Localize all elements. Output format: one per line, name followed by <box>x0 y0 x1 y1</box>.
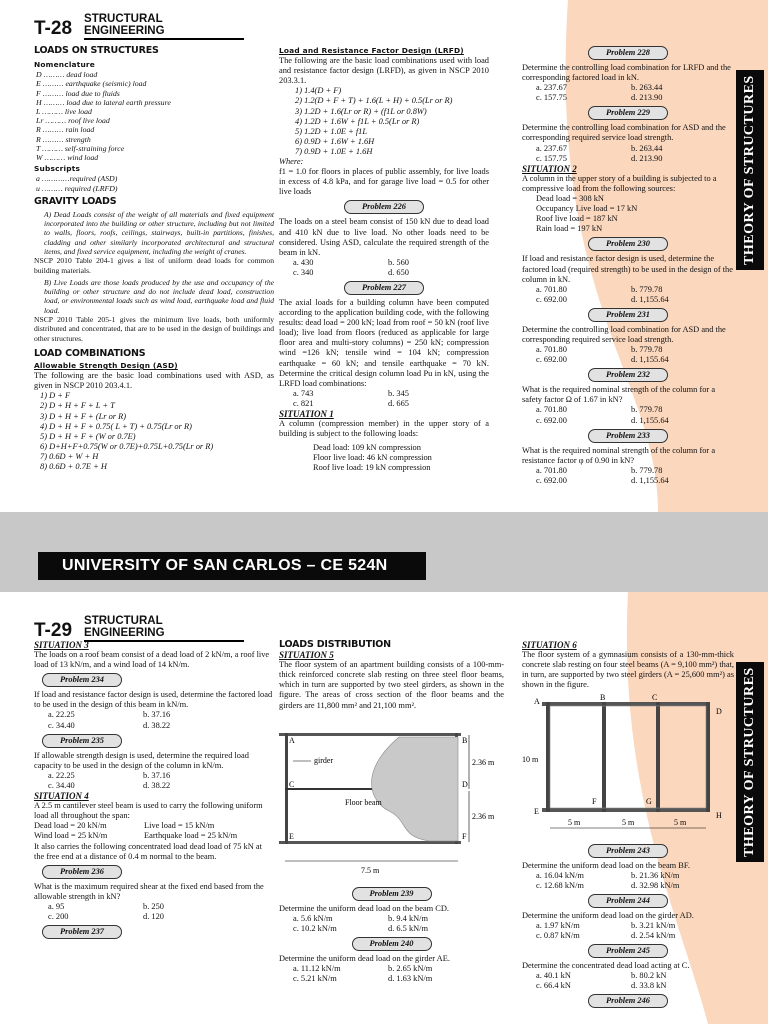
option: c. 5.21 kN/m <box>293 974 337 984</box>
problem-245-options <box>536 971 734 991</box>
combos-heading: LOAD COMBINATIONS <box>34 347 146 359</box>
option: d. 665 <box>388 398 409 408</box>
option: b. 3.21 kN/m <box>631 920 676 930</box>
situation-4-text-2: It also carries the following concentrated load dead load of 75 kN at the free end at a distance of 0.4 m normal to the beam. <box>34 841 262 861</box>
option: c. 692.00 <box>536 415 567 425</box>
column-1 <box>34 46 274 472</box>
option: c. 200 <box>48 911 69 921</box>
problem-236-options <box>48 902 274 922</box>
dead-loads-note: NSCP 2010 Table 204-1 gives a list of uniform dead loads for common building materials. <box>34 256 274 275</box>
problem-228-badge: Problem 228 <box>588 46 668 60</box>
problem-243-options <box>536 871 734 891</box>
option: a. 40.1 kN <box>536 971 571 981</box>
option: a. 5.6 kN/m <box>293 913 333 923</box>
option: b. 9.4 kN/m <box>388 913 429 923</box>
lrfd-combo: 7) 0.9D + 1.0E + 1.6H <box>295 146 373 156</box>
beam-ae <box>546 702 550 812</box>
problem-232-text: What is the required nominal strength of the column for a safety factor Ω of 1.67 in kN? <box>522 385 716 405</box>
lrfd-combo: 6) 0.9D + 1.6W + 1.6H <box>295 136 375 146</box>
beam-cg <box>656 702 660 812</box>
problem-239-options <box>293 914 504 934</box>
load-item: Live load = 15 kN/m <box>144 821 215 831</box>
problem-244-badge: Problem 244 <box>588 894 668 908</box>
problem-235-badge: Problem 235 <box>42 734 122 748</box>
option: d. 1,155.64 <box>631 294 669 304</box>
nomenclature-item: D ……… dead load <box>36 70 98 80</box>
problem-231-badge: Problem 231 <box>588 308 668 322</box>
situation-5-title: SITUATION 5 <box>279 650 334 661</box>
girder-top <box>279 733 461 736</box>
problem-239-text: Determine the uniform dead load on the beam CD. <box>279 903 450 913</box>
problem-243-text: Determine the uniform dead load on the beam BF. <box>522 860 690 870</box>
nomenclature-title: Nomenclature <box>34 60 95 70</box>
asd-intro: The following are the basic load combinations used with ASD, as given in NSCP 2010 203.4.1. <box>34 371 274 391</box>
option: b. 779.78 <box>631 284 663 294</box>
option: d. 32.98 kN/m <box>631 880 680 890</box>
option: b. 779.78 <box>631 465 663 475</box>
problem-227-text: The axial loads for a building column have been computed according to the application building code, with the following results: dead load = 200 kN; load from roof = 50 kN (roof live load); live load from floors (reduced as applicable for large floor area and multi-story columns) = 250 kN; compression wind =126 kN; tensile wind = 104 kN; compression earthquake = 60 kN; and tensile earthquake = 70 kN. Determine the critical design column load Pu in kN, using the LRFD load combinations: <box>279 297 489 388</box>
option: b. 779.78 <box>631 345 663 355</box>
lrfd-combo: 3) 1.2D + 1.6(Lr or R) + (f1L or 0.8W) <box>295 106 427 116</box>
problem-229-badge: Problem 229 <box>588 106 668 120</box>
live-loads-text: B) Live Loads are those loads produced by the use and occupancy of the building or other structure and do not include dead load, construction load, or environmental loads such as wind load, earthquake load and fluid load. <box>44 277 274 315</box>
option: c. 692.00 <box>536 355 567 365</box>
nomenclature-item: E ……… earthquake (seismic) load <box>36 79 147 89</box>
option: a. 95 <box>48 901 65 911</box>
asd-combo: 1) D + F <box>40 391 71 401</box>
option: a. 430 <box>293 257 314 267</box>
label-s2: 5 m <box>622 818 635 828</box>
side-tab-theory: THEORY OF STRUCTURES <box>736 662 764 862</box>
load-item: Dead load = 20 kN/m <box>34 821 107 831</box>
problem-232-badge: Problem 232 <box>588 368 668 382</box>
option: c. 821 <box>293 398 314 408</box>
asd-combo: 4) D + H + F + 0.75( L + T) + 0.75(Lr or R) <box>40 421 192 431</box>
label-h: H <box>716 811 722 821</box>
situation-1-title: SITUATION 1 <box>279 409 334 419</box>
column-2 <box>279 640 504 984</box>
option: d. 6.5 kN/m <box>388 923 429 933</box>
label-span: 7.5 m <box>361 865 380 875</box>
asd-combinations <box>34 391 274 472</box>
load-item: Dead load: 109 kN compression <box>313 443 421 453</box>
live-loads-note: NSCP 2010 Table 205-1 gives the minimum live loads, both uniformly distributed and concentrated, that are to be used in the design of buildings and other structures. <box>34 315 274 343</box>
option: a. 22.25 <box>48 710 75 720</box>
load-item: Floor live load: 46 kN compression <box>313 453 432 463</box>
label-s1: 5 m <box>568 818 581 828</box>
asd-combo: 3) D + H + F + (Lr or R) <box>40 411 127 421</box>
label-a: A <box>289 735 295 745</box>
section-heading: LOADS DISTRIBUTION <box>279 639 391 650</box>
problem-226-badge: Problem 226 <box>344 200 424 214</box>
problem-246-badge: Problem 246 <box>588 994 668 1008</box>
figure-situation-6 <box>522 690 734 840</box>
column-2 <box>279 46 489 474</box>
problem-234-badge: Problem 234 <box>42 673 122 687</box>
problem-236-text: What is the maximum required shear at the fixed end based from the allowable strength in kN? <box>34 881 264 901</box>
girder-eh <box>542 808 710 812</box>
column-3 <box>522 640 734 1011</box>
option: a. 1.97 kN/m <box>536 920 580 930</box>
nomenclature-item: F ……… load due to fluids <box>36 88 120 98</box>
page-title: STRUCTURAL ENGINEERING <box>84 13 244 40</box>
option: b. 345 <box>388 388 409 398</box>
option: a. 237.67 <box>536 143 567 153</box>
label-s3: 5 m <box>674 818 687 828</box>
label-f: F <box>592 797 597 807</box>
problem-234-text: If load and resistance factor design is used, determine the factored load to be used in the design of this beam in kN/m. <box>34 690 273 710</box>
option: b. 560 <box>388 257 409 267</box>
gravity-heading: GRAVITY LOADS <box>34 195 117 207</box>
situation-1-loads <box>279 443 489 473</box>
problem-227-options <box>293 389 489 409</box>
option: a. 701.80 <box>536 284 567 294</box>
lrfd-intro: The following are the basic load combinations used with load and resistance factor design (LRFD), as given in NSCP 2010 203.3.1. <box>279 56 489 86</box>
situation-5-text: The floor system of an apartment building consists of a 100-mm-thick reinforced concrete slab resting on three steel floor beams, which in turn are supported by two steel girders, as shown in the figure. The areas of cross section of the floor beams and the girders are 11,800 mm² and 21,100 mm². <box>279 660 504 710</box>
option: d. 650 <box>388 267 409 277</box>
label-g: G <box>646 797 652 807</box>
load-item: Roof live load: 19 kN compression <box>313 463 431 473</box>
nomenclature-item: L ……… live load <box>36 107 92 116</box>
problem-240-text: Determine the uniform dead load on the girder AE. <box>279 954 450 964</box>
figure-situation-5 <box>279 711 504 881</box>
page-header <box>34 612 244 642</box>
lrfd-combo: 2) 1.2(D + F + T) + 1.6(L + H) + 0.5(Lr or R) <box>295 96 453 106</box>
subscript-item: a …………required (ASD) <box>36 174 118 184</box>
label-d: D <box>716 707 722 717</box>
option: d. 2.54 kN/m <box>631 931 676 941</box>
option: d. 1,155.64 <box>631 415 669 425</box>
label-a: A <box>534 697 540 707</box>
column-3 <box>522 46 734 486</box>
problem-231-text: Determine the controlling load combination for ASD and the corresponding required service load strength. <box>522 324 726 344</box>
problem-244-options <box>536 921 734 941</box>
problem-228-options <box>536 83 734 103</box>
option: d. 33.8 kN <box>631 981 667 991</box>
situation-4-title: SITUATION 4 <box>34 791 89 802</box>
option: c. 66.4 kN <box>536 981 571 991</box>
problem-236-badge: Problem 236 <box>42 865 122 879</box>
option: c. 340 <box>293 267 314 277</box>
option: c. 157.75 <box>536 153 567 163</box>
dead-loads-text: A) Dead Loads consist of the weight of all materials and fixed equipment incorporated into the building or other structure, including but not limited to walls, floors, roofs, ceilings, stairways, built-in partitions, finishes, cladding and other similarly incorporated architectural and structural items, and fixed service equipment, including the weight of cranes. <box>44 209 274 256</box>
option: b. 250 <box>143 901 164 911</box>
problem-230-text: If load and resistance factor design is used, determine the factored load (required strength) to be used in the design of the column in kN. <box>522 254 733 284</box>
label-girder: girder <box>314 755 334 765</box>
option: d. 1.63 kN/m <box>388 974 433 984</box>
asd-title: Allowable Strength Design (ASD) <box>34 361 178 371</box>
label-floor-beam: Floor beam <box>345 797 382 807</box>
problem-244-text: Determine the uniform dead load on the girder AD. <box>522 910 694 920</box>
lrfd-combo: 1) 1.4(D + F) <box>295 86 342 96</box>
nomenclature-item: R ……… rain load <box>36 125 95 135</box>
problem-245-badge: Problem 245 <box>588 944 668 958</box>
problem-234-options <box>48 710 274 730</box>
option: b. 37.16 <box>143 710 171 720</box>
label-c: C <box>652 693 658 703</box>
nomenclature-list <box>34 70 274 162</box>
situation-6-title: SITUATION 6 <box>522 640 577 650</box>
problem-233-options <box>536 466 734 486</box>
option: c. 34.40 <box>48 720 75 730</box>
lrfd-title: Load and Resistance Factor Design (LRFD) <box>279 46 464 55</box>
problem-230-options <box>536 285 734 305</box>
option: a. 701.80 <box>536 345 567 355</box>
option: b. 263.44 <box>631 83 663 93</box>
asd-combo: 2) D + H + F + L + T <box>40 401 115 411</box>
lrfd-combo: 4) 1.2D + 1.6W + f1L + 0.5(Lr or R) <box>295 116 420 126</box>
option: b. 21.36 kN/m <box>631 870 680 880</box>
option: b. 779.78 <box>631 405 663 415</box>
page-number: T-29 <box>34 620 73 641</box>
option: d. 213.90 <box>631 153 663 163</box>
girder-bottom <box>279 841 461 844</box>
where-text: f1 = 1.0 for floors in places of public assembly, for live loads in excess of 4.8 kPa, and for garage live load = 0.5 for other live loads <box>279 167 489 197</box>
problem-230-badge: Problem 230 <box>588 237 668 251</box>
page-title: STRUCTURAL ENGINEERING <box>84 615 244 642</box>
problem-243-badge: Problem 243 <box>588 844 668 858</box>
situation-3-title: SITUATION 3 <box>34 640 89 650</box>
problem-229-text: Determine the controlling load combination for ASD and the corresponding required service load strength. <box>522 123 726 143</box>
problem-235-text: If allowable strength design is used, determine the required load capacity to be used in the design of the column in kN/m. <box>34 750 249 770</box>
option: b. 2.65 kN/m <box>388 964 433 974</box>
option: d. 1,155.64 <box>631 475 669 485</box>
nomenclature-item: W ……… wind load <box>36 153 99 163</box>
girder-ad <box>542 702 710 706</box>
subscripts-title: Subscripts <box>34 164 81 174</box>
option: c. 692.00 <box>536 475 567 485</box>
option: d. 38.22 <box>143 780 171 790</box>
option: a. 743 <box>293 388 314 398</box>
section-heading: LOADS ON STRUCTURES <box>34 45 159 56</box>
option: c. 10.2 kN/m <box>293 923 337 933</box>
label-dim-1: 2.36 m <box>472 757 495 767</box>
situation-2-loads <box>522 194 734 234</box>
situation-1-text: A column (compression member) in the upper story of a building is subject to the following loads: <box>279 419 489 439</box>
page-t29 <box>0 592 768 1024</box>
label-c: C <box>289 779 295 789</box>
problem-233-text: What is the required nominal strength of the column for a resistance factor φ of 0.90 in kN? <box>522 445 716 465</box>
option: a. 16.04 kN/m <box>536 870 584 880</box>
option: d. 213.90 <box>631 93 663 103</box>
option: c. 12.68 kN/m <box>536 880 584 890</box>
label-height: 10 m <box>522 755 539 765</box>
problem-235-options <box>48 771 274 791</box>
problem-229-options <box>536 144 734 164</box>
asd-combo: 7) 0.6D + W + H <box>40 451 99 461</box>
lrfd-combo: 5) 1.2D + 1.0E + f1L <box>295 126 368 136</box>
label-e: E <box>289 831 294 841</box>
label-dim-2: 2.36 m <box>472 811 495 821</box>
situation-2-title: SITUATION 2 <box>522 163 577 174</box>
option: c. 34.40 <box>48 780 75 790</box>
problem-237-badge: Problem 237 <box>42 925 122 939</box>
asd-combo: 8) 0.6D + 0.7E + H <box>40 462 107 471</box>
nomenclature-item: T ……… self-straining force <box>36 143 125 153</box>
slab-outline <box>550 706 706 808</box>
nomenclature-item: R ……… strength <box>36 134 91 144</box>
option: a. 701.80 <box>536 465 567 475</box>
university-banner: UNIVERSITY OF SAN CARLOS – CE 524N <box>38 552 426 580</box>
option: d. 38.22 <box>143 720 171 730</box>
label-b: B <box>462 735 468 745</box>
load-item: Rain load = 197 kN <box>536 224 603 234</box>
option: d. 1,155.64 <box>631 355 669 365</box>
load-item: Occupancy Live load = 17 kN <box>536 204 638 214</box>
option: a. 22.25 <box>48 770 75 780</box>
option: d. 120 <box>143 911 164 921</box>
nomenclature-item: Lr ……… roof live load <box>36 116 110 126</box>
option: b. 37.16 <box>143 770 171 780</box>
problem-227-badge: Problem 227 <box>344 281 424 295</box>
page-header <box>34 10 244 40</box>
side-tab-theory: THEORY OF STRUCTURES <box>736 70 764 270</box>
load-item: Dead load = 308 kN <box>536 194 604 204</box>
situation-4-loads <box>34 821 274 841</box>
problem-226-options <box>293 258 489 278</box>
option: c. 692.00 <box>536 294 567 304</box>
problem-232-options <box>536 405 734 425</box>
subscript-item: u ……… required (LRFD) <box>36 183 118 193</box>
beam-bf <box>602 702 606 812</box>
asd-combo: 6) D+H+F+0.75(W or 0.7E)+0.75L+0.75(Lr or R) <box>40 441 214 451</box>
problem-245-text: Determine the concentrated dead load acting at C. <box>522 961 690 971</box>
subscripts-list <box>34 174 274 192</box>
page-number: T-28 <box>34 18 73 39</box>
label-e: E <box>534 807 539 817</box>
problem-231-options <box>536 345 734 365</box>
option: b. 263.44 <box>631 143 663 153</box>
where-label: Where: <box>279 157 304 167</box>
nomenclature-item: H ……… load due to lateral earth pressure <box>36 97 171 107</box>
label-f: F <box>462 831 467 841</box>
problem-240-badge: Problem 240 <box>352 937 432 951</box>
label-d: D <box>462 779 468 789</box>
label-b: B <box>600 693 606 703</box>
column-1 <box>34 640 274 942</box>
asd-combo: 5) D + H + F + (W or 0.7E) <box>40 431 136 441</box>
beam-dh <box>706 702 710 812</box>
load-item: Wind load = 25 kN/m <box>34 831 108 841</box>
option: c. 0.87 kN/m <box>536 931 580 941</box>
load-item: Earthquake load = 25 kN/m <box>144 831 238 841</box>
option: c. 157.75 <box>536 93 567 103</box>
problem-240-options <box>293 964 504 984</box>
load-item: Roof live load = 187 kN <box>536 214 618 224</box>
option: a. 237.67 <box>536 83 567 93</box>
problem-226-text: The loads on a steel beam consist of 150 kN due to dead load and 410 kN due to live load. No other loads need to be considered. Using ASD, calculate the required strength of the beam in kN. <box>279 217 489 257</box>
situation-2-text: A column in the upper story of a building is subjected to a compressive load from the following sources: <box>522 173 717 193</box>
situation-3-text: The loads on a roof beam consist of a dead load of 2 kN/m, a roof live load of 13 kN/m, and a wind load of 14 kN/m. <box>34 650 270 670</box>
situation-4-text: A 2.5 m cantilever steel beam is used to carry the following uniform load all throughout the span: <box>34 801 263 821</box>
lrfd-combinations <box>279 86 489 157</box>
option: a. 11.12 kN/m <box>293 964 341 974</box>
situation-6-text: The floor system of a gymnasium consists of a 130-mm-thick concrete slab resting on four steel beams (A = 9,100 mm²) that, in turn, are supported by two steel girders (A = 25,600 mm²) as shown in the figure. <box>522 650 734 690</box>
option: b. 80.2 kN <box>631 971 667 981</box>
option: a. 701.80 <box>536 405 567 415</box>
problem-228-text: Determine the controlling load combination for LRFD and the corresponding factored load in kN. <box>522 63 731 83</box>
problem-239-badge: Problem 239 <box>352 887 432 901</box>
problem-233-badge: Problem 233 <box>588 429 668 443</box>
